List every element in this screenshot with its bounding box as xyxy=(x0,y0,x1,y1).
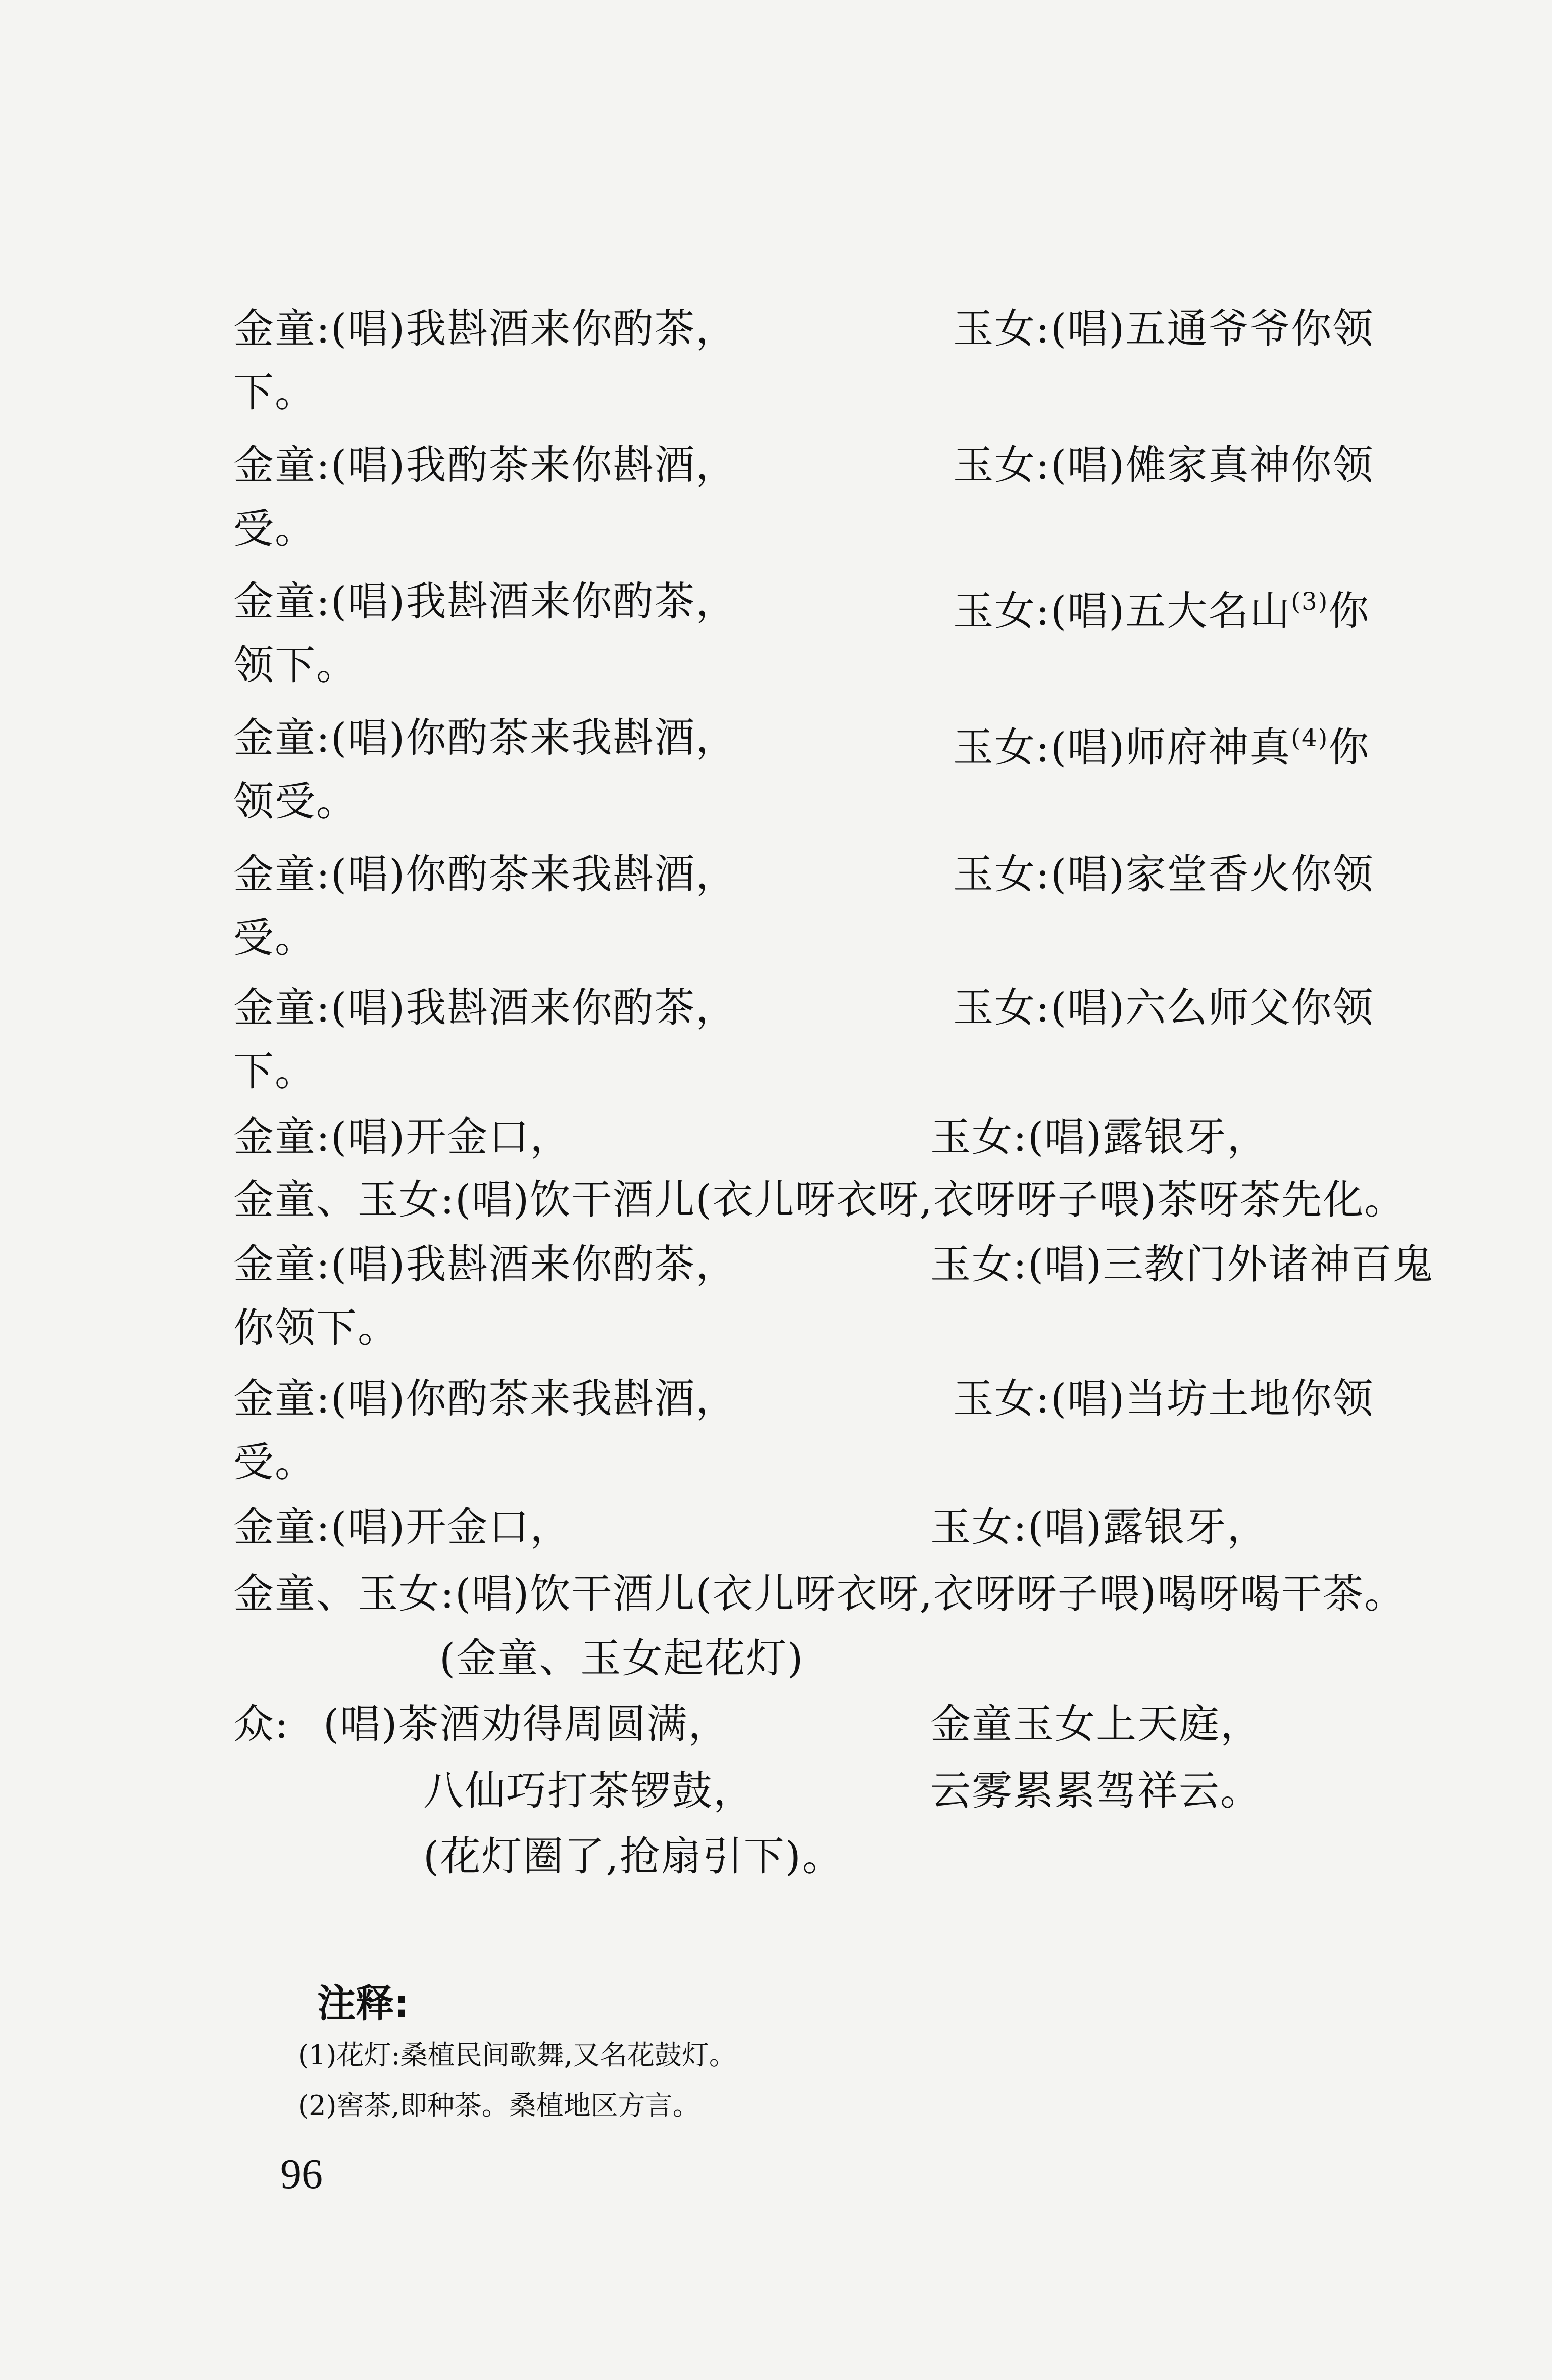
notes-title: 注释: xyxy=(317,1981,410,2026)
chorus-line: (唱)茶酒劝得周圆满， xyxy=(323,1701,730,1747)
dialogue-line-jintong: 金童:(唱)开金口， xyxy=(233,1113,572,1160)
chorus-label: 众: xyxy=(233,1701,289,1747)
dialogue-line-jintong: 金童:(唱)我斟酒来你酌茶， xyxy=(233,1241,737,1288)
dialogue-line-yunv xyxy=(953,574,1370,639)
dialogue-wrap: 下。 xyxy=(233,369,316,416)
dialogue-line-jintong: 金童:(唱)我酌茶来你斟酒， xyxy=(233,442,737,489)
dialogue-line-yunv: 玉女:(唱)傩家真神你领 xyxy=(953,442,1374,489)
stage-direction: (金童、玉女起花灯) xyxy=(439,1635,805,1682)
dialogue-line-jintong: 金童:(唱)开金口， xyxy=(233,1503,572,1550)
dialogue-line-jintong: 金童:(唱)我斟酒来你酌茶， xyxy=(233,984,737,1031)
dialogue-line-jintong: 金童:(唱)你酌茶来我斟酒， xyxy=(233,1375,737,1422)
dialogue-wrap: 受。 xyxy=(233,914,316,961)
dialogue-wrap: 你领下。 xyxy=(233,1304,399,1351)
stage-direction: (花灯圈了,抢扇引下)。 xyxy=(423,1833,843,1880)
dialogue-text: 你 xyxy=(1328,724,1370,771)
duet-line: 金童、玉女:(唱)饮干酒儿(衣儿呀衣呀,衣呀呀子喂)喝呀喝干茶。 xyxy=(233,1570,1406,1617)
dialogue-wrap: 受。 xyxy=(233,505,316,552)
dialogue-line-yunv: 玉女:(唱)六么师父你领 xyxy=(953,984,1374,1031)
dialogue-line-jintong: 金童:(唱)我斟酒来你酌茶， xyxy=(233,305,737,352)
dialogue-line-jintong: 金童:(唱)我斟酒来你酌茶， xyxy=(233,578,737,625)
dialogue-line-jintong: 金童:(唱)你酌茶来我斟酒， xyxy=(233,851,737,898)
dialogue-line-yunv: 玉女:(唱)三教门外诸神百鬼 xyxy=(930,1241,1434,1288)
footnote-ref: (3) xyxy=(1291,588,1329,616)
dialogue-text: 玉女:(唱)五大名山 xyxy=(953,588,1291,635)
dialogue-line-yunv: 玉女:(唱)五通爷爷你领 xyxy=(953,305,1374,352)
dialogue-wrap: 下。 xyxy=(233,1048,316,1095)
dialogue-line-yunv: 玉女:(唱)当坊土地你领 xyxy=(953,1375,1374,1422)
chorus-line: 金童玉女上天庭， xyxy=(930,1701,1262,1747)
dialogue-line-yunv xyxy=(953,710,1370,775)
note-item: (2)窖茶,即种茶。桑植地区方言。 xyxy=(298,2090,700,2121)
dialogue-line-jintong: 金童:(唱)你酌茶来我斟酒， xyxy=(233,714,737,761)
dialogue-wrap: 领下。 xyxy=(233,642,358,689)
dialogue-line-yunv: 玉女:(唱)露银牙， xyxy=(930,1503,1269,1550)
page-number: 96 xyxy=(280,2151,323,2198)
dialogue-text: 玉女:(唱)师府神真 xyxy=(953,724,1291,771)
dialogue-wrap: 领受。 xyxy=(233,778,358,825)
dialogue-line-yunv: 玉女:(唱)露银牙， xyxy=(930,1113,1269,1160)
footnote-ref: (4) xyxy=(1291,724,1329,752)
chorus-line: 云雾累累驾祥云。 xyxy=(930,1767,1262,1814)
chorus-line: 八仙巧打茶锣鼓， xyxy=(423,1767,755,1814)
duet-line: 金童、玉女:(唱)饮干酒儿(衣儿呀衣呀,衣呀呀子喂)茶呀茶先化。 xyxy=(233,1176,1406,1223)
note-item: (1)花灯:桑植民间歌舞,又名花鼓灯。 xyxy=(298,2039,736,2071)
dialogue-text: 你 xyxy=(1328,588,1370,635)
dialogue-wrap: 受。 xyxy=(233,1439,316,1486)
dialogue-line-yunv: 玉女:(唱)家堂香火你领 xyxy=(953,851,1374,898)
